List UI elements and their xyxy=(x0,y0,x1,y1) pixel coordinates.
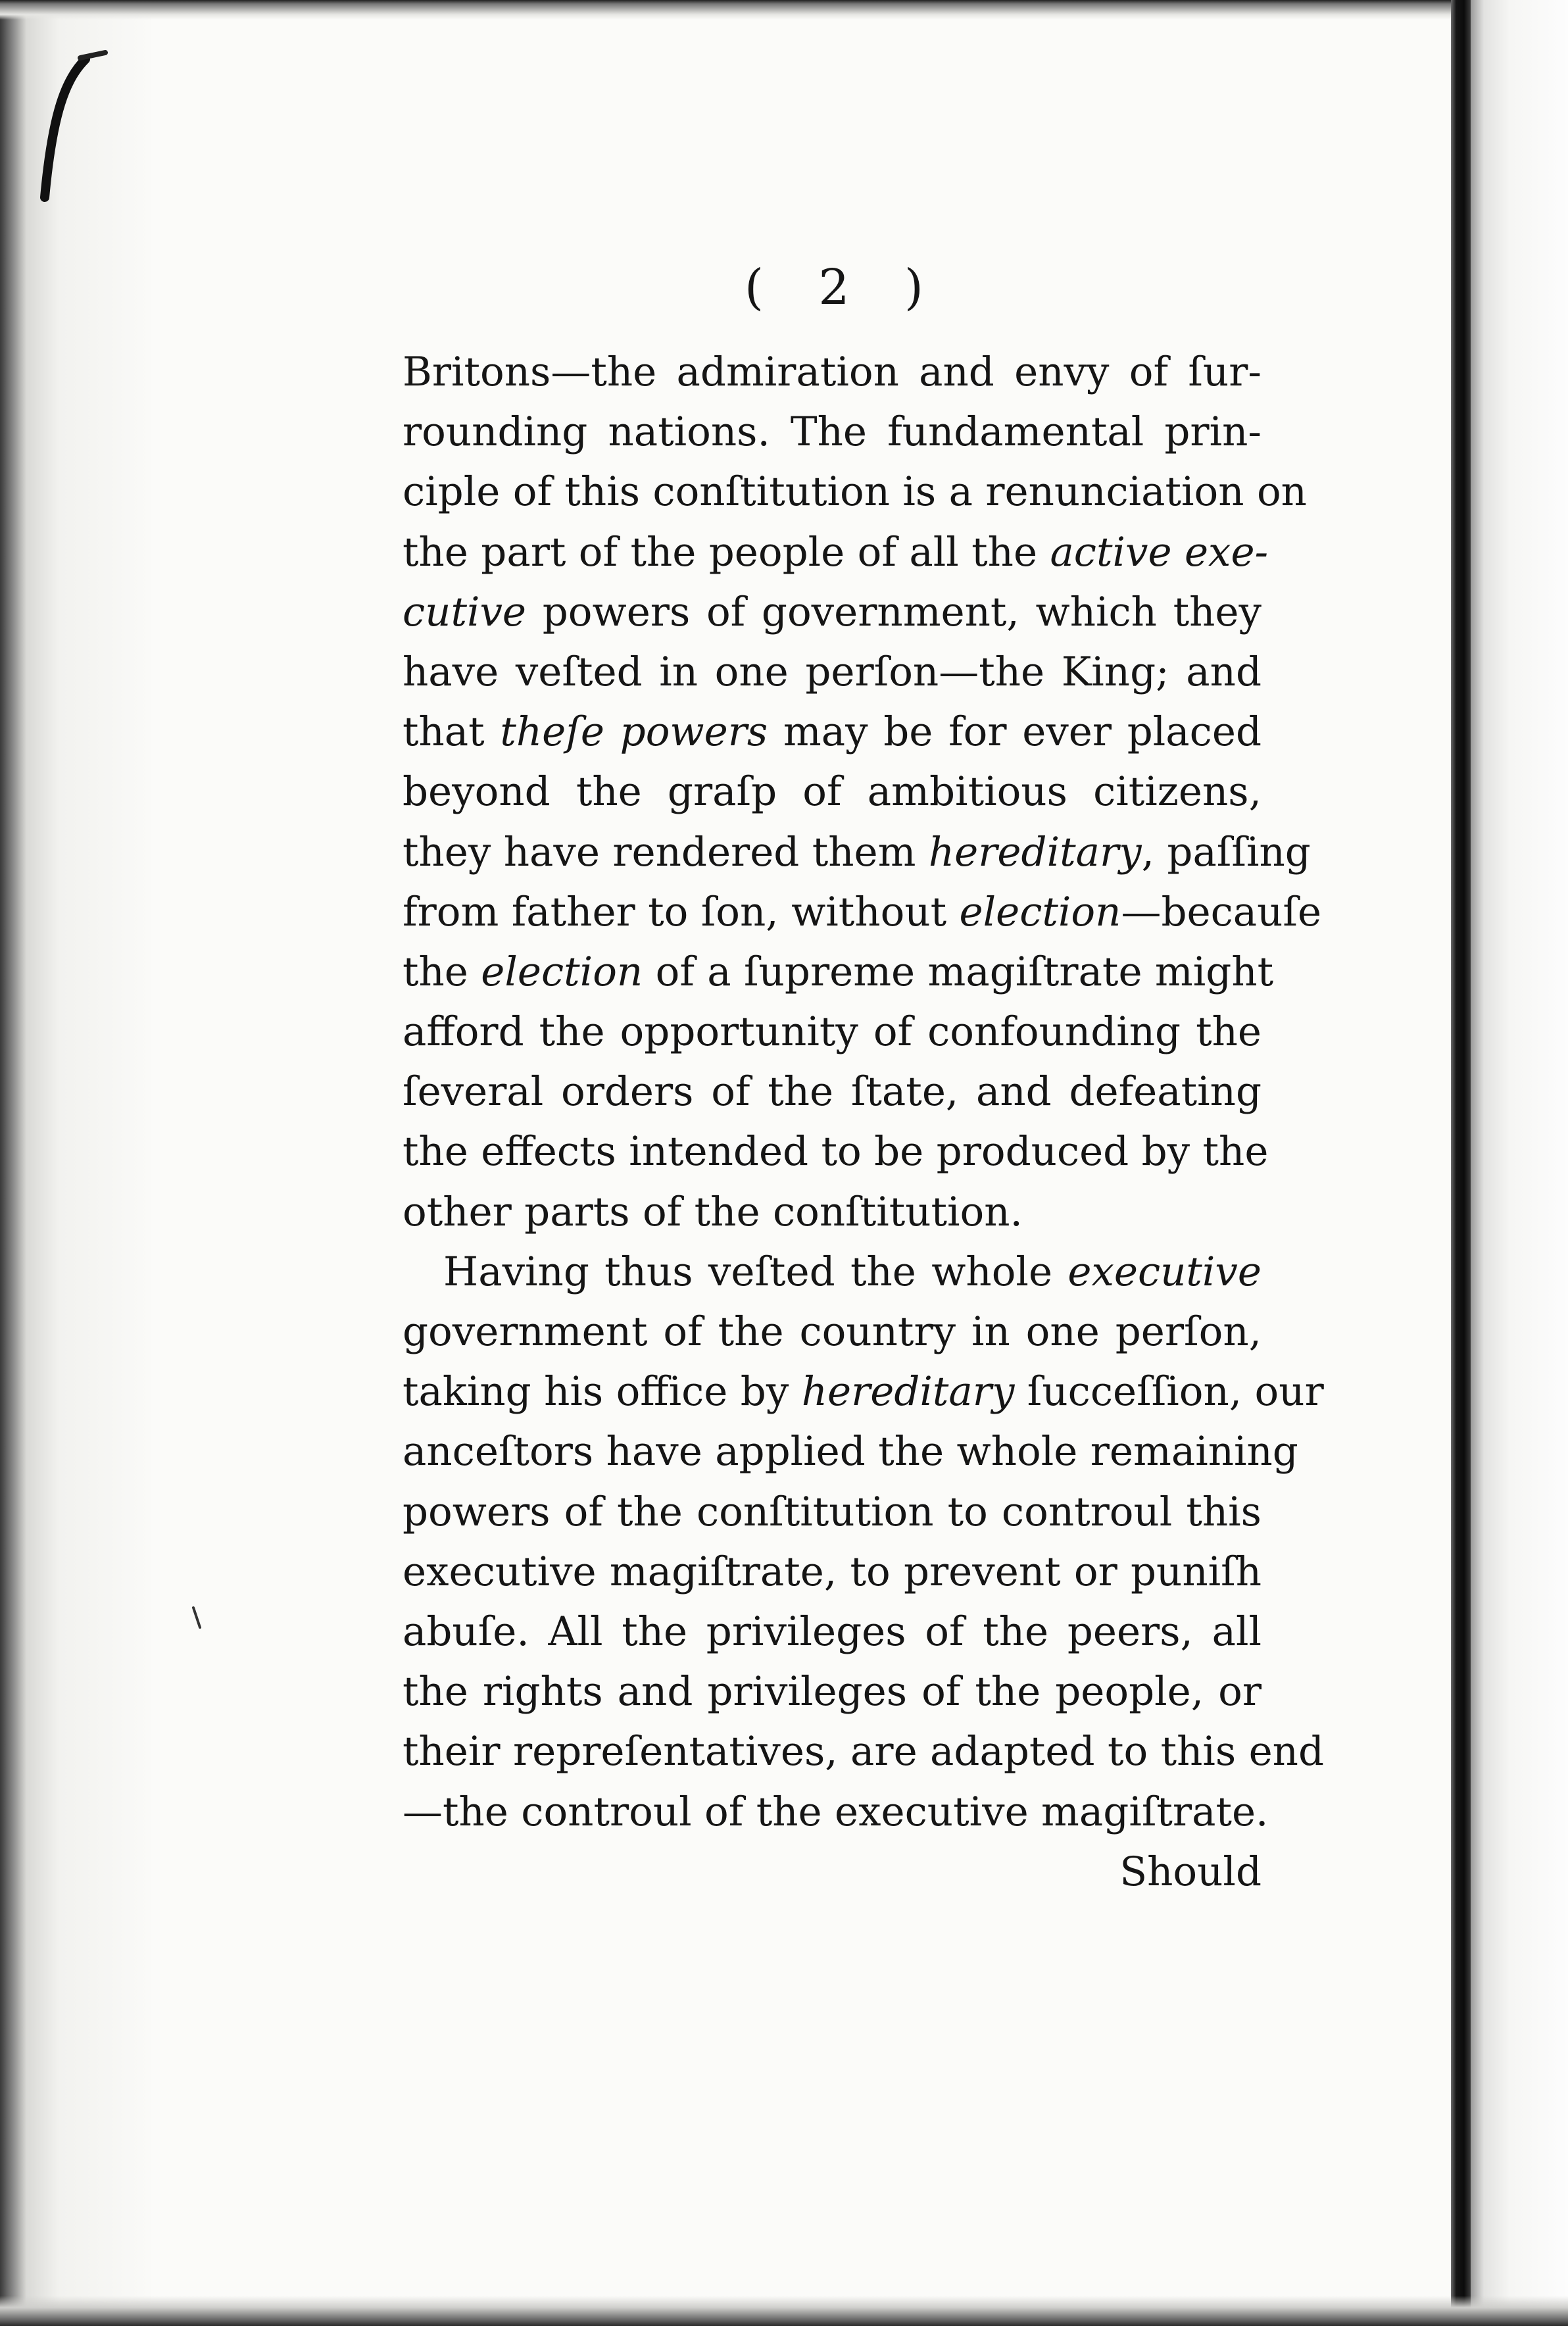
text-line xyxy=(403,582,1262,642)
body-text xyxy=(403,342,1325,1902)
text-run: , paſſing xyxy=(1141,828,1311,876)
ink-smudge-mark xyxy=(39,53,112,204)
text-run: the part of the people of all the xyxy=(403,528,1050,576)
text-run: —becauſe xyxy=(1121,888,1322,935)
text-run: the xyxy=(403,948,481,995)
text-line: the rights and privileges of the people, or xyxy=(403,1668,1262,1716)
text-line: abuſe. All the privileges of the peers, all xyxy=(403,1608,1262,1655)
italic-run: cutive xyxy=(403,588,527,635)
text-run: may be for ever placed xyxy=(768,708,1262,756)
text-line: executive magiſtrate, to prevent or puniſh xyxy=(403,1548,1262,1595)
text-line: ciple of this conſtitution is a renunciation on xyxy=(403,468,1307,516)
text-run: taking his office by xyxy=(403,1368,802,1416)
italic-run: election xyxy=(481,948,643,995)
text-line: beyond the graſp of ambitious citizens, xyxy=(403,768,1262,816)
text-line: their repreſentatives, are adapted to this end xyxy=(403,1728,1325,1775)
italic-run: theſe powers xyxy=(500,708,768,756)
text-run: ſucceſſion, our xyxy=(1014,1368,1324,1416)
text-line: powers of the conſtitution to controul this xyxy=(403,1488,1262,1535)
italic-run: hereditary xyxy=(928,828,1142,876)
italic-run: active exe- xyxy=(1050,528,1269,576)
scan-top-edge xyxy=(0,0,1568,20)
text-run: powers of government, which they xyxy=(526,588,1262,635)
text-line xyxy=(403,1242,1262,1302)
text-line xyxy=(403,822,1311,882)
margin-tick-mark xyxy=(191,1605,204,1631)
text-line: —the controul of the executive magiſtrate. xyxy=(403,1788,1269,1835)
italic-run: hereditary xyxy=(801,1368,1015,1416)
page-number-head: ( 2 ) xyxy=(745,259,943,316)
text-run: they have rendered them xyxy=(403,828,929,876)
text-line: have veſted in one perſon—the King; and xyxy=(403,648,1262,695)
scan-left-edge xyxy=(0,0,151,2326)
text-line xyxy=(403,1362,1324,1422)
text-line: anceſtors have applied the whole remaining xyxy=(403,1428,1298,1475)
text-line xyxy=(403,942,1274,1002)
text-line: afford the opportunity of confounding the xyxy=(403,1008,1262,1056)
text-run: from father to ſon, without xyxy=(403,888,960,935)
text-run: that xyxy=(403,708,501,756)
scan-right-edge xyxy=(1471,0,1568,2326)
text-line: other parts of the conſtitution. xyxy=(403,1188,1023,1235)
scan-bottom-edge xyxy=(0,2296,1568,2326)
italic-run: election xyxy=(959,888,1121,935)
scan-right-binding-shadow xyxy=(1451,0,1471,2326)
italic-run: executive xyxy=(1067,1248,1262,1295)
text-line: government of the country in one perſon, xyxy=(403,1308,1262,1355)
text-line: rounding nations. The fundamental prin- xyxy=(403,408,1262,456)
text-line xyxy=(403,882,1322,942)
text-line: the effects intended to be produced by the xyxy=(403,1128,1269,1175)
catchword: Should xyxy=(1119,1848,1262,1895)
text-line xyxy=(403,702,1262,762)
text-line: Britons—the admiration and envy of ſur- xyxy=(403,349,1262,395)
text-line: ſeveral orders of the ſtate, and defeating xyxy=(403,1068,1262,1116)
text-run: Having thus veſted the whole xyxy=(443,1248,1068,1295)
text-run: of a ſupreme magiſtrate might xyxy=(643,948,1274,995)
text-line xyxy=(403,522,1269,582)
